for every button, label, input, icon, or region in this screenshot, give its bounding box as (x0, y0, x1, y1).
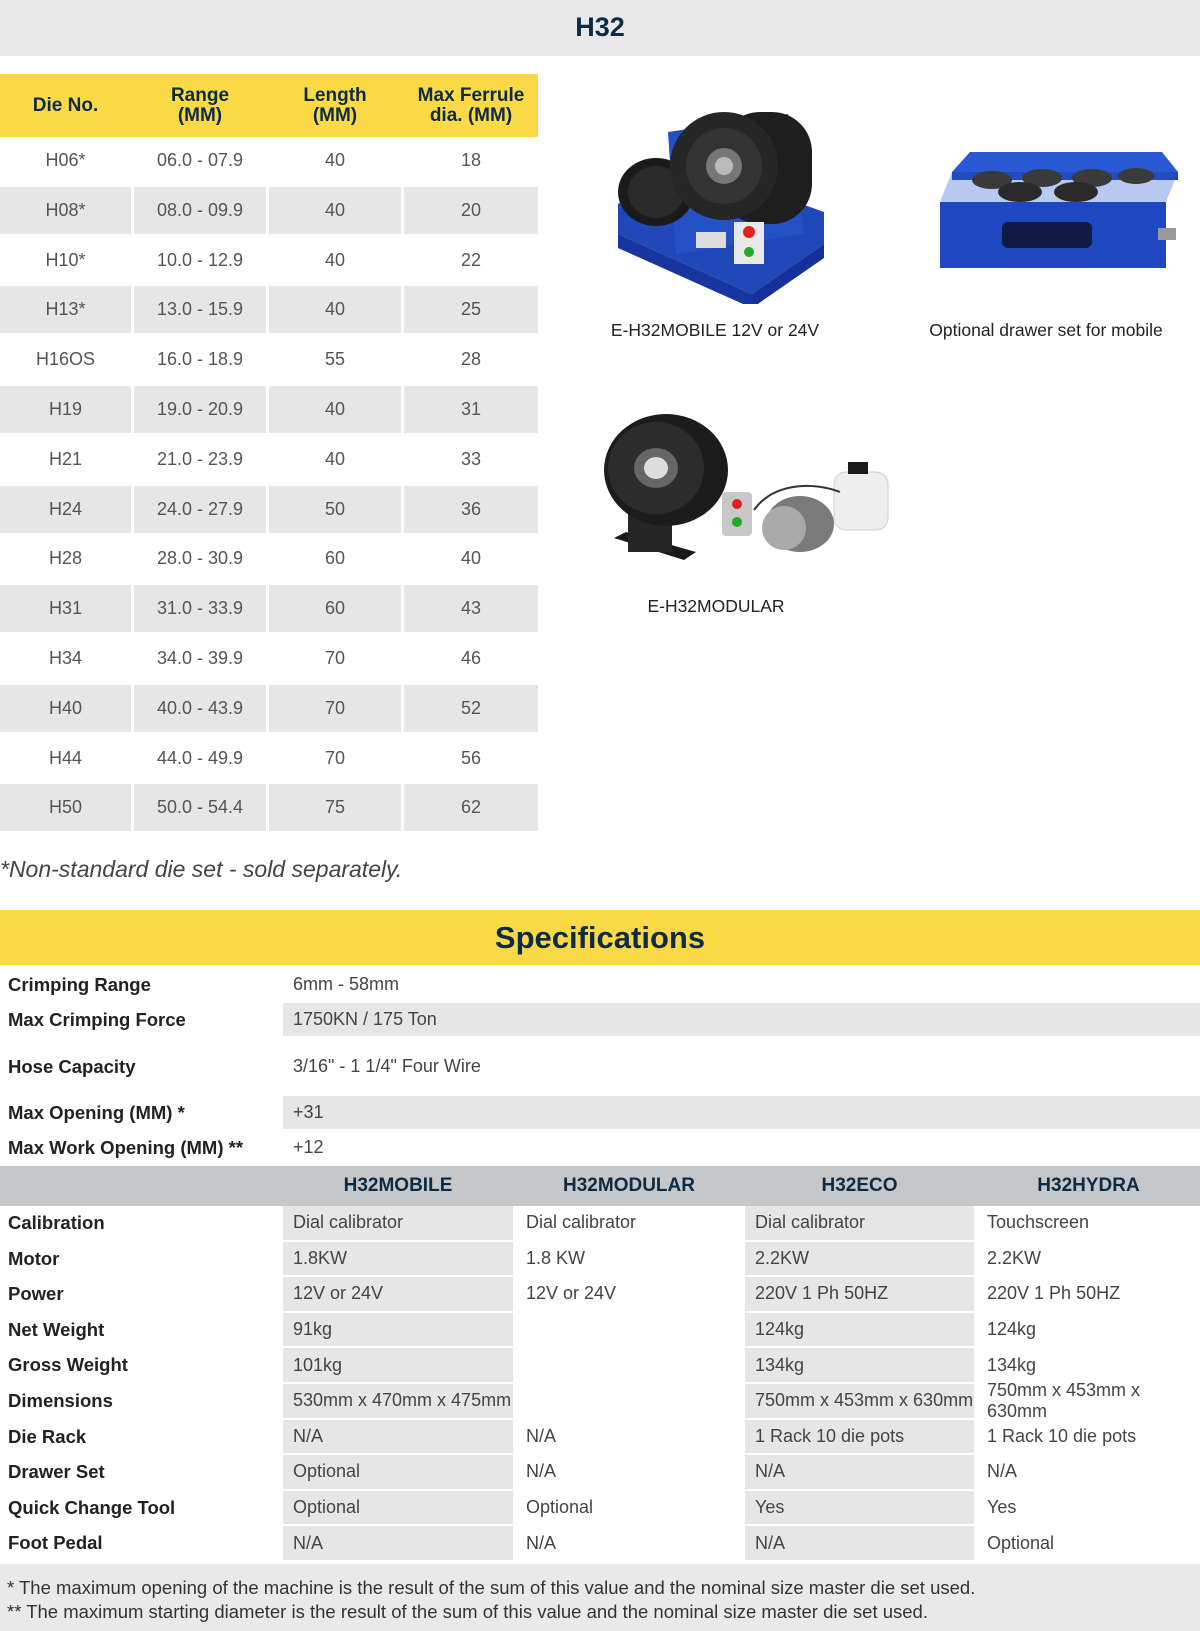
range-cell: 10.0 - 12.9 (156, 249, 244, 270)
max-ferrule-cell: 18 (460, 150, 482, 170)
model-row-label: Motor (8, 1247, 60, 1269)
die-table-row (0, 635, 538, 685)
model-row (0, 1526, 1200, 1562)
model-value-cell: 1.8 KW (526, 1247, 586, 1268)
length-cell: 50 (269, 486, 401, 533)
header-max-ferrule: Max Ferrule dia. (MM) (417, 85, 525, 126)
model-value-cell (516, 1384, 742, 1418)
model-header-row (0, 1166, 1200, 1206)
model-value-cell: N/A (283, 1420, 513, 1454)
length-cell: 70 (269, 685, 401, 732)
model-row (0, 1420, 1200, 1456)
model-header-h32modular: H32MODULAR (516, 1166, 742, 1206)
mobile-caption: E-H32MOBILE 12V or 24V (610, 320, 820, 340)
spec-row-max-opening (0, 1096, 1200, 1129)
spec-row-hose-capacity (0, 1038, 1200, 1096)
die-table-row (0, 187, 538, 237)
model-row-label: Power (8, 1283, 64, 1305)
length-cell: 70 (324, 647, 346, 668)
die-no-cell: H10* (45, 249, 86, 270)
specifications-title: Specifications (494, 920, 706, 955)
spec-value: 3/16" - 1 1/4" Four Wire (293, 1056, 481, 1076)
model-value-cell: Optional (987, 1532, 1055, 1553)
range-cell: 28.0 - 30.9 (156, 548, 244, 569)
model-row (0, 1348, 1200, 1384)
range-cell: 50.0 - 54.4 (134, 784, 266, 831)
model-value-cell: 530mm x 470mm x 475mm (283, 1384, 513, 1418)
die-table-row (0, 685, 538, 735)
spec-label: Max Work Opening (MM) ** (8, 1137, 244, 1158)
length-cell: 40 (269, 286, 401, 333)
model-value-cell: 101kg (283, 1348, 513, 1382)
model-value-cell: Dial calibrator (283, 1206, 513, 1240)
model-row (0, 1242, 1200, 1278)
die-no-cell: H31 (0, 585, 131, 632)
range-cell: 19.0 - 20.9 (134, 386, 266, 433)
die-table-row (0, 286, 538, 336)
die-table-note: *Non-standard die set - sold separately. (0, 856, 403, 882)
max-ferrule-cell: 31 (404, 386, 538, 433)
max-ferrule-cell: 33 (460, 448, 482, 469)
spec-row-max-work-opening (0, 1131, 1200, 1164)
model-value-cell: Optional (526, 1497, 594, 1518)
model-value-cell: 750mm x 453mm x 630mm (745, 1384, 974, 1418)
length-cell: 40 (269, 386, 401, 433)
die-no-cell: H06* (45, 150, 86, 170)
max-ferrule-cell: 36 (404, 486, 538, 533)
spec-value: 1750KN / 175 Ton (293, 1009, 437, 1029)
model-value-cell: 1 Rack 10 die pots (745, 1420, 974, 1454)
die-no-cell: H28 (48, 548, 83, 569)
specifications-header (0, 910, 1200, 965)
range-cell: 13.0 - 15.9 (134, 286, 266, 333)
model-value-cell: Optional (283, 1491, 513, 1525)
max-ferrule-cell: 25 (404, 286, 538, 333)
model-row (0, 1277, 1200, 1313)
die-no-cell: H13* (0, 286, 131, 333)
spec-label: Max Crimping Force (8, 1009, 186, 1030)
modular-crimper-image (604, 412, 894, 582)
model-value-cell: Dial calibrator (526, 1212, 637, 1233)
model-header-h32hydra: H32HYDRA (977, 1166, 1200, 1206)
die-table (0, 74, 538, 834)
model-value-cell: N/A (745, 1526, 974, 1560)
model-row (0, 1455, 1200, 1491)
model-value-cell: Yes (987, 1497, 1017, 1518)
die-table-row (0, 486, 538, 536)
model-value-cell: N/A (526, 1425, 557, 1446)
model-value-cell (516, 1313, 742, 1347)
model-value-cell: 2.2KW (987, 1247, 1042, 1268)
spec-value: +12 (293, 1137, 324, 1157)
length-cell: 75 (269, 784, 401, 831)
model-value-cell: N/A (283, 1526, 513, 1560)
page-title: H32 (575, 12, 625, 42)
die-no-cell: H24 (0, 486, 131, 533)
length-cell: 40 (324, 249, 346, 270)
spec-row-max-crimping-force (0, 1003, 1200, 1036)
model-header-h32mobile: H32MOBILE (283, 1166, 513, 1206)
length-cell: 70 (324, 747, 346, 768)
model-value-cell: 1 Rack 10 die pots (987, 1425, 1137, 1446)
header-length: Length (MM) (303, 85, 367, 126)
model-row-label: Dimensions (8, 1390, 113, 1411)
model-value-cell: N/A (987, 1461, 1018, 1482)
model-value-cell: N/A (745, 1455, 974, 1489)
die-no-cell: H21 (48, 448, 83, 469)
spec-label: Max Opening (MM) * (8, 1102, 185, 1123)
model-row-label: Foot Pedal (8, 1532, 103, 1554)
die-table-row (0, 137, 538, 187)
footnote-max-work-opening: ** The maximum starting diameter is the result of the sum of this value and the nominal size master die set used. (7, 1601, 928, 1622)
model-header-h32eco: H32ECO (745, 1166, 974, 1206)
die-table-row (0, 237, 538, 287)
range-cell: 31.0 - 33.9 (134, 585, 266, 632)
model-row-label: Net Weight (8, 1318, 105, 1340)
model-value-cell: 750mm x 453mm x 630mm (987, 1379, 1141, 1421)
die-no-cell: H16OS (35, 349, 96, 370)
model-row-label: Calibration (8, 1212, 105, 1233)
range-cell: 06.0 - 07.9 (156, 150, 244, 170)
length-cell: 55 (324, 349, 346, 370)
model-value-cell: 124kg (987, 1319, 1037, 1340)
spec-label: Crimping Range (8, 974, 151, 995)
model-value-cell: N/A (526, 1532, 557, 1553)
range-cell: 21.0 - 23.9 (156, 448, 244, 469)
mobile-crimper-image (612, 104, 832, 304)
die-table-header (0, 74, 538, 137)
die-table-row (0, 386, 538, 436)
drawer-caption: Optional drawer set for mobile (929, 320, 1163, 340)
max-ferrule-cell: 56 (460, 747, 482, 768)
length-cell: 40 (324, 448, 346, 469)
range-cell: 44.0 - 49.9 (156, 747, 244, 768)
spec-value: +31 (293, 1102, 324, 1122)
model-value-cell: Touchscreen (987, 1212, 1090, 1233)
model-value-cell: 124kg (745, 1313, 974, 1347)
model-row (0, 1206, 1200, 1242)
die-table-row (0, 336, 538, 386)
spec-value: 6mm - 58mm (293, 974, 400, 994)
drawer-set-image (930, 146, 1180, 274)
model-value-cell: 2.2KW (745, 1242, 974, 1276)
max-ferrule-cell: 40 (460, 548, 482, 569)
model-value-cell: Dial calibrator (745, 1206, 974, 1240)
model-value-cell: 220V 1 Ph 50HZ (987, 1283, 1121, 1304)
model-row-label: Drawer Set (8, 1461, 105, 1483)
range-cell: 24.0 - 27.9 (134, 486, 266, 533)
spec-label: Hose Capacity (8, 1056, 136, 1077)
model-value-cell: Yes (745, 1491, 974, 1525)
footnote-max-opening: * The maximum opening of the machine is the result of the sum of this value and the nominal size master die set used. (7, 1577, 976, 1598)
model-row (0, 1491, 1200, 1527)
die-table-row (0, 585, 538, 635)
max-ferrule-cell: 62 (404, 784, 538, 831)
max-ferrule-cell: 20 (404, 187, 538, 234)
die-no-cell: H19 (0, 386, 131, 433)
range-cell: 40.0 - 43.9 (134, 685, 266, 732)
footnotes (0, 1564, 1200, 1631)
max-ferrule-cell: 46 (460, 647, 482, 668)
range-cell: 08.0 - 09.9 (134, 187, 266, 234)
length-cell: 40 (269, 187, 401, 234)
model-row-label: Gross Weight (8, 1354, 128, 1376)
model-row (0, 1313, 1200, 1349)
die-table-row (0, 784, 538, 834)
model-value-cell: 12V or 24V (526, 1283, 617, 1304)
modular-caption: E-H32MODULAR (647, 596, 785, 616)
model-row-label: Quick Change Tool (8, 1496, 176, 1518)
die-table-row (0, 535, 538, 585)
model-row (0, 1379, 1200, 1421)
die-no-cell: H08* (0, 187, 131, 234)
model-value-cell: N/A (526, 1461, 557, 1482)
max-ferrule-cell: 28 (460, 349, 482, 370)
die-no-cell: H34 (48, 647, 83, 668)
die-table-body (0, 137, 538, 834)
model-value-cell: 134kg (987, 1354, 1037, 1375)
model-value-cell: 1.8KW (283, 1242, 513, 1276)
model-value-cell: 12V or 24V (283, 1277, 513, 1311)
range-cell: 34.0 - 39.9 (156, 647, 244, 668)
die-no-cell: H40 (0, 685, 131, 732)
model-value-cell: 134kg (745, 1348, 974, 1382)
model-row-label: Die Rack (8, 1425, 87, 1447)
length-cell: 40 (324, 150, 346, 170)
page-header (0, 0, 1200, 56)
length-cell: 60 (269, 585, 401, 632)
model-value-cell: Optional (283, 1455, 513, 1489)
model-value-cell: 91kg (283, 1313, 513, 1347)
spec-row-crimping-range (0, 968, 1200, 1001)
die-no-cell: H44 (48, 747, 83, 768)
header-die-no: Die No. (32, 95, 99, 116)
model-value-cell (516, 1348, 742, 1382)
header-range: Range (MM) (170, 85, 230, 126)
max-ferrule-cell: 43 (404, 585, 538, 632)
die-table-row (0, 735, 538, 785)
max-ferrule-cell: 52 (404, 685, 538, 732)
length-cell: 60 (324, 548, 346, 569)
range-cell: 16.0 - 18.9 (156, 349, 244, 370)
die-table-row (0, 436, 538, 486)
max-ferrule-cell: 22 (460, 249, 482, 270)
model-value-cell: 220V 1 Ph 50HZ (745, 1277, 974, 1311)
die-no-cell: H50 (0, 784, 131, 831)
